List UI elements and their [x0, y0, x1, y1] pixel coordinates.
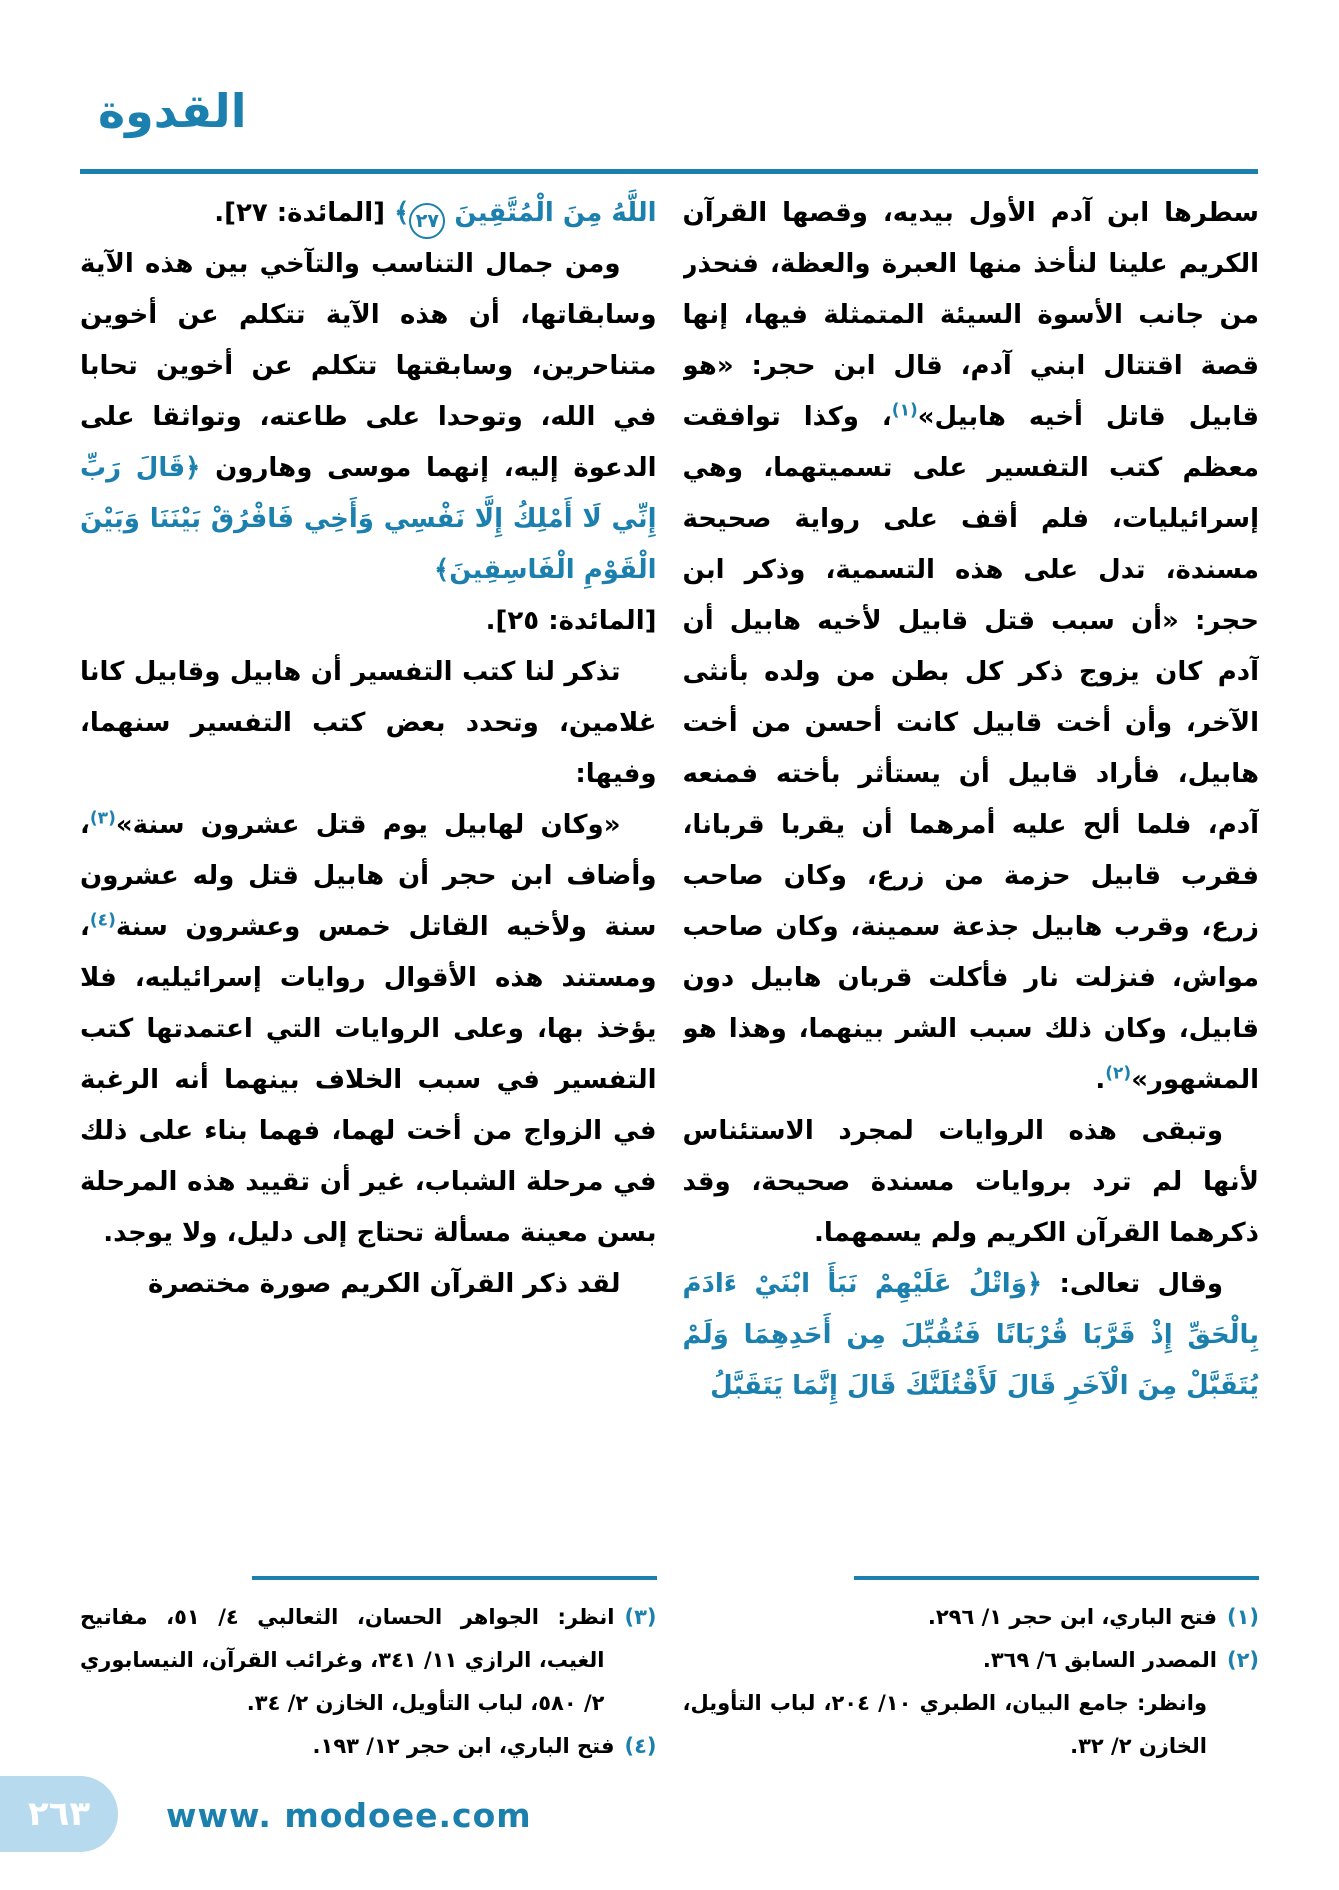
- quran-verse: اللَّهُ مِنَ الْمُتَّقِينَ: [445, 198, 657, 228]
- footnote-text: فتح الباري، ابن حجر ١٢/ ١٩٣.: [312, 1734, 615, 1758]
- page-number-badge: [0, 1776, 118, 1852]
- text-columns: [80, 188, 1259, 1768]
- paragraph: [80, 188, 657, 239]
- paragraph: [80, 239, 657, 596]
- body-text: ، وأضاف ابن حجر أن هابيل قتل وله عشرون سنة ولأخيه القاتل خمس وعشرون سنة: [80, 810, 657, 942]
- footnote-number: (٣): [624, 1605, 657, 1629]
- body-text: وتبقى هذه الروايات لمجرد الاستئناس لأنها لم ترد بروايات مسندة صحيحة، وقد ذكرهما القرآن الكريم ولم يسمهما.: [682, 1116, 1259, 1248]
- footnote-number: (٢): [1226, 1648, 1259, 1672]
- body-text: لقد ذكر القرآن الكريم صورة مختصرة: [147, 1269, 621, 1299]
- body-text: «وكان لهابيل يوم قتل عشرون سنة»: [115, 810, 621, 840]
- footnote: [683, 1596, 1260, 1639]
- paragraph: [683, 188, 1260, 1106]
- footnote-separator: [252, 1576, 657, 1580]
- footnote-text: فتح الباري، ابن حجر ١/ ٢٩٦.: [927, 1605, 1217, 1629]
- footnote: [683, 1682, 1260, 1768]
- page-header: [0, 0, 1339, 176]
- paragraph: [683, 1106, 1260, 1259]
- footnote-list: [80, 1596, 657, 1768]
- footnote-text: وانظر: جامع البيان، الطبري ١٠/ ٢٠٤، لباب التأويل، الخازن ٢/ ٣٢.: [682, 1691, 1208, 1758]
- footnote-separator: [854, 1576, 1259, 1580]
- footnote-number: (٤): [624, 1734, 657, 1758]
- quran-verse: ﴾: [385, 198, 410, 228]
- ayah-number-ornament: ٢٧: [409, 203, 445, 239]
- header-rule: [80, 169, 1258, 174]
- column-left: [80, 188, 657, 1768]
- paragraph: [80, 596, 657, 647]
- quran-verse: ﴿قَالَ رَبِّ إِنِّي لَا أَمْلِكُ إِلَّا نَفْسِي وَأَخِي فَافْرُقْ بَيْنَنَا وَبَيْنَ الْقَوْمِ الْفَاسِقِينَ﴾: [80, 453, 657, 585]
- footnote: [80, 1596, 657, 1725]
- column-left-body: [80, 188, 657, 1576]
- body-text: ، ومستند هذه الأقوال روايات إسرائيليه، فلا يؤخذ بها، وعلى الروايات التي اعتمدتها كتب التفسير في سبب الخلاف بينهما أنه الرغبة في الزواج من أخت لهما، فهما بناء على ذلك في مرحلة الشباب، غير أن تقييد هذه المرحلة بسن معينة مسألة تحتاج إلى دليل، ولا يوجد.: [80, 912, 657, 1248]
- body-text: [المائدة: ٢٥].: [485, 606, 657, 636]
- footnote: [80, 1725, 657, 1768]
- paragraph: [683, 1259, 1260, 1412]
- footnote-ref: (١): [891, 400, 918, 421]
- body-text: [المائدة: ٢٧].: [214, 198, 386, 228]
- footnotes-right: [683, 1576, 1260, 1768]
- footnote: [683, 1639, 1260, 1682]
- quran-verse: ﴿وَاتْلُ عَلَيْهِمْ نَبَأَ ابْنَيْ ءَادَمَ بِالْحَقِّ إِذْ قَرَّبَا قُرْبَانًا فَتُقُبِّلَ مِن أَحَدِهِمَا وَلَمْ يُتَقَبَّلْ مِنَ الْآخَرِ قَالَ لَأَقْتُلَنَّكَ قَالَ إِنَّمَا يَتَقَبَّلُ: [682, 1269, 1259, 1401]
- column-right: [683, 188, 1260, 1768]
- page-number: ٢٦٣: [27, 1794, 91, 1834]
- footnotes-left: [80, 1576, 657, 1768]
- footnote-ref: (٣): [89, 808, 116, 829]
- body-text: سطرها ابن آدم الأول بيديه، وقصها القرآن الكريم علينا لنأخذ منها العبرة والعظة، فنحذر من جانب الأسوة السيئة المتمثلة فيها، إنها قصة اقتتال ابني آدم، قال ابن حجر: «هو قابيل قاتل أخيه هابيل»: [682, 198, 1259, 432]
- paragraph: [80, 800, 657, 1259]
- body-text: ، وكذا توافقت معظم كتب التفسير على تسميتهما، وهي إسرائيليات، فلم أقف على رواية صحيحة مسندة، تدل على هذه التسمية، وذكر ابن حجر: «أن سبب قتل قابيل لأخيه هابيل أن آدم كان يزوج ذكر كل بطن من ولده بأنثى الآخر، وأن أخت قابيل كانت أحسن من أخت هابيل، فأراد قابيل أن يستأثر بأخته فمنعه آدم، فلما ألح عليه أمرهما أن يقربا قربانا، فقرب قابيل حزمة من زرع، وكان صاحب زرع، وقرب هابيل جذعة سمينة، وكان صاحب مواش، فنزلت نار فأكلت قربان هابيل دون قابيل، وكان ذلك سبب الشر بينهما، وهذا هو المشهور»: [682, 402, 1259, 1095]
- body-text: وقال تعالى:: [1042, 1269, 1224, 1299]
- body-text: .: [1095, 1065, 1106, 1095]
- website-link[interactable]: www. modoee.com: [166, 1796, 532, 1835]
- footnote-number: (١): [1226, 1605, 1259, 1629]
- column-right-body: [683, 188, 1260, 1576]
- paragraph: [80, 647, 657, 800]
- footnote-list: [683, 1596, 1260, 1768]
- body-text: تذكر لنا كتب التفسير أن هابيل وقابيل كانا غلامين، وتحدد بعض كتب التفسير سنهما، وفيها:: [80, 657, 657, 789]
- footnote-ref: (٤): [89, 910, 116, 931]
- book-title: القدوة: [98, 84, 247, 138]
- footnote-text: انظر: الجواهر الحسان، الثعالبي ٤/ ٥١، مفاتيح الغيب، الرازي ١١/ ٣٤١، وغرائب القرآن، النيسابوري ٢/ ٥٨٠، لباب التأويل، الخازن ٢/ ٣٤.: [80, 1605, 615, 1715]
- body-text: ومن جمال التناسب والتآخي بين هذه الآية وسابقاتها، أن هذه الآية تتكلم عن أخوين متناحرين، وسابقتها تتكلم عن أخوين تحابا في الله، وتوحدا على طاعته، وتواثقا على الدعوة إليه، إنهما موسى وهارون: [80, 249, 657, 483]
- footnote-text: المصدر السابق ٦/ ٣٦٩.: [982, 1648, 1217, 1672]
- paragraph: [80, 1259, 657, 1310]
- footnote-ref: (٢): [1105, 1063, 1132, 1084]
